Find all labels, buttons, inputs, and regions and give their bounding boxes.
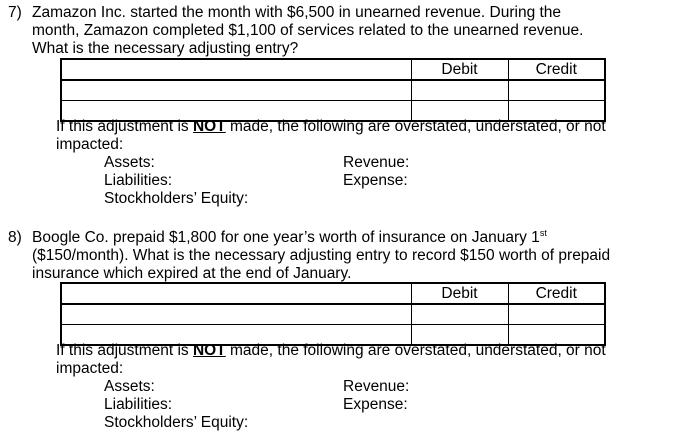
q7-equity-label: Stockholders’ Equity:	[104, 190, 249, 207]
q7-assets-label: Assets:	[104, 154, 155, 171]
q8-credit-header: Credit	[508, 283, 605, 304]
q7-account-header-cell	[61, 59, 411, 80]
q8-credit-cell-1[interactable]	[508, 304, 605, 325]
q7-line-3: What is the necessary adjusting entry?	[32, 40, 299, 57]
q7-question-text	[32, 4, 583, 58]
q7-entry-row-1[interactable]	[61, 80, 605, 101]
q8-impact-left-list	[104, 378, 248, 432]
q7-journal-table	[60, 58, 606, 122]
q8-impact-prefix: If this adjustment is	[56, 342, 189, 359]
q7-number: 7)	[8, 4, 22, 21]
q8-account-cell-1[interactable]	[61, 304, 411, 325]
q7-credit-header: Credit	[508, 59, 605, 80]
q7-revenue-label: Revenue:	[343, 154, 410, 171]
q7-impact-not: NOT	[192, 118, 226, 135]
q8-impact-right-list	[343, 378, 409, 414]
q8-number: 8)	[8, 229, 22, 246]
q8-line-1	[32, 229, 610, 247]
q8-account-header-cell	[61, 283, 411, 304]
q8-debit-cell-1[interactable]	[411, 304, 508, 325]
q8-impact-line-2: impacted:	[56, 360, 124, 377]
q7-line-1: Zamazon Inc. started the month with $6,500 in unearned revenue. During the	[32, 4, 562, 21]
q7-liabilities-label: Liabilities:	[104, 172, 173, 189]
q8-line-1-text: Boogle Co. prepaid $1,800 for one year’s worth of insurance on January 1	[32, 229, 540, 246]
q7-debit-cell-1[interactable]	[411, 80, 508, 101]
q7-impact-suffix: made, the following are overstated, understated, or not	[230, 118, 606, 135]
q8-question-text	[32, 229, 610, 283]
q8-equity-label: Stockholders’ Equity:	[104, 414, 249, 431]
q7-credit-cell-1[interactable]	[508, 80, 605, 101]
q8-line-1-sup: st	[539, 228, 547, 238]
q7-impact-line-2: impacted:	[56, 136, 124, 153]
q8-journal-table	[60, 282, 606, 346]
q7-line-2: month, Zamazon completed $1,100 of services related to the unearned revenue.	[32, 22, 584, 39]
q8-expense-label: Expense:	[343, 396, 408, 413]
q7-debit-header: Debit	[411, 59, 508, 80]
q8-impact-suffix: made, the following are overstated, understated, or not	[230, 342, 606, 359]
q8-table-header-row	[61, 283, 605, 304]
q8-liabilities-label: Liabilities:	[104, 396, 173, 413]
q7-impact-left-list	[104, 154, 248, 208]
q7-impact-prefix: If this adjustment is	[56, 118, 189, 135]
q7-table-header-row	[61, 59, 605, 80]
q8-revenue-label: Revenue:	[343, 378, 410, 395]
q8-impact-not: NOT	[192, 342, 226, 359]
q8-entry-row-1[interactable]	[61, 304, 605, 325]
q7-impact-right-list	[343, 154, 409, 190]
q7-expense-label: Expense:	[343, 172, 408, 189]
q8-impact-prompt	[56, 342, 606, 360]
q8-assets-label: Assets:	[104, 378, 155, 395]
q7-impact-prompt	[56, 118, 606, 136]
q8-debit-header: Debit	[411, 283, 508, 304]
q7-account-cell-1[interactable]	[61, 80, 411, 101]
q8-line-2: ($150/month). What is the necessary adjusting entry to record $150 worth of prepaid	[32, 247, 611, 264]
q8-line-3: insurance which expired at the end of January.	[32, 265, 352, 282]
